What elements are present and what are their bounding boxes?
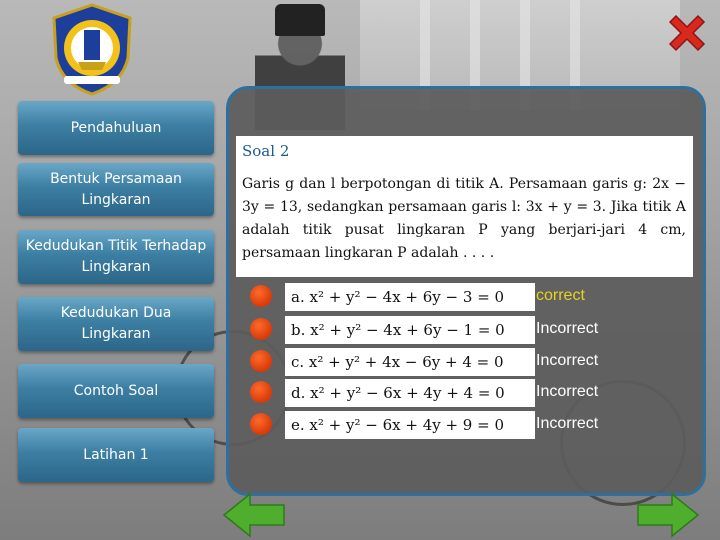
nav-item-label: Kedudukan Dua Lingkaran bbox=[60, 305, 172, 342]
option-bullet-icon bbox=[250, 318, 272, 340]
answer-option-b[interactable] bbox=[250, 318, 610, 340]
nav-item-kedudukan-titik[interactable] bbox=[18, 230, 214, 284]
nav-item-label: Pendahuluan bbox=[70, 119, 162, 136]
nav-item-pendahuluan[interactable] bbox=[18, 101, 214, 155]
arrow-left-icon[interactable] bbox=[222, 492, 286, 538]
option-bullet-icon bbox=[250, 285, 272, 307]
nav-item-label: Bentuk Persamaan Lingkaran bbox=[50, 170, 182, 208]
nav-item-contoh-soal[interactable] bbox=[18, 364, 214, 418]
option-feedback: Incorrect bbox=[536, 383, 599, 400]
option-feedback: Incorrect bbox=[536, 415, 599, 432]
option-bullet-icon bbox=[250, 413, 272, 435]
option-feedback: Incorrect bbox=[536, 352, 599, 369]
nav-item-label: Contoh Soal bbox=[73, 382, 159, 399]
arrow-right-icon[interactable] bbox=[636, 492, 700, 538]
option-feedback: correct bbox=[536, 287, 585, 304]
option-bullet-icon bbox=[250, 381, 272, 403]
option-label: b. x² + y² − 4x + 6y − 1 = 0 bbox=[285, 316, 535, 344]
nav-item-bentuk-persamaan-lingkaran[interactable] bbox=[18, 163, 214, 216]
nav-item-label: Latihan 1 bbox=[83, 446, 149, 463]
nav-item-kedudukan-dua-lingkaran[interactable] bbox=[18, 297, 214, 351]
answer-option-a[interactable] bbox=[250, 285, 610, 307]
option-label: c. x² + y² + 4x − 6y + 4 = 0 bbox=[285, 348, 535, 376]
option-feedback: Incorrect bbox=[536, 320, 599, 337]
answer-option-e[interactable] bbox=[250, 413, 610, 435]
option-label: e. x² + y² − 6x + 4y + 9 = 0 bbox=[285, 411, 535, 439]
option-label: d. x² + y² − 6x + 4y + 4 = 0 bbox=[285, 379, 535, 407]
background-hat bbox=[275, 4, 325, 36]
question-title: Soal 2 bbox=[242, 142, 290, 160]
close-x-icon[interactable] bbox=[664, 10, 710, 56]
answer-option-d[interactable] bbox=[250, 381, 610, 403]
question-text: Garis g dan l berpotongan di titik A. Persamaan garis g: 2x − 3y = 13, sedangkan persamaan garis l: 3x + y = 3. Jika titik A adalah titik pusat lingkaran P yang berjari-jari 4 cm, persamaan lingkaran P adalah . . . . bbox=[242, 176, 686, 261]
bali-emblem-logo bbox=[44, 2, 140, 96]
answer-option-c[interactable] bbox=[250, 350, 610, 372]
question-card bbox=[236, 136, 693, 277]
nav-item-label: Kedudukan Titik Terhadap Lingkaran bbox=[25, 238, 207, 275]
option-bullet-icon bbox=[250, 350, 272, 372]
option-label: a. x² + y² − 4x + 6y − 3 = 0 bbox=[285, 283, 535, 311]
nav-item-latihan-1[interactable] bbox=[18, 428, 214, 482]
